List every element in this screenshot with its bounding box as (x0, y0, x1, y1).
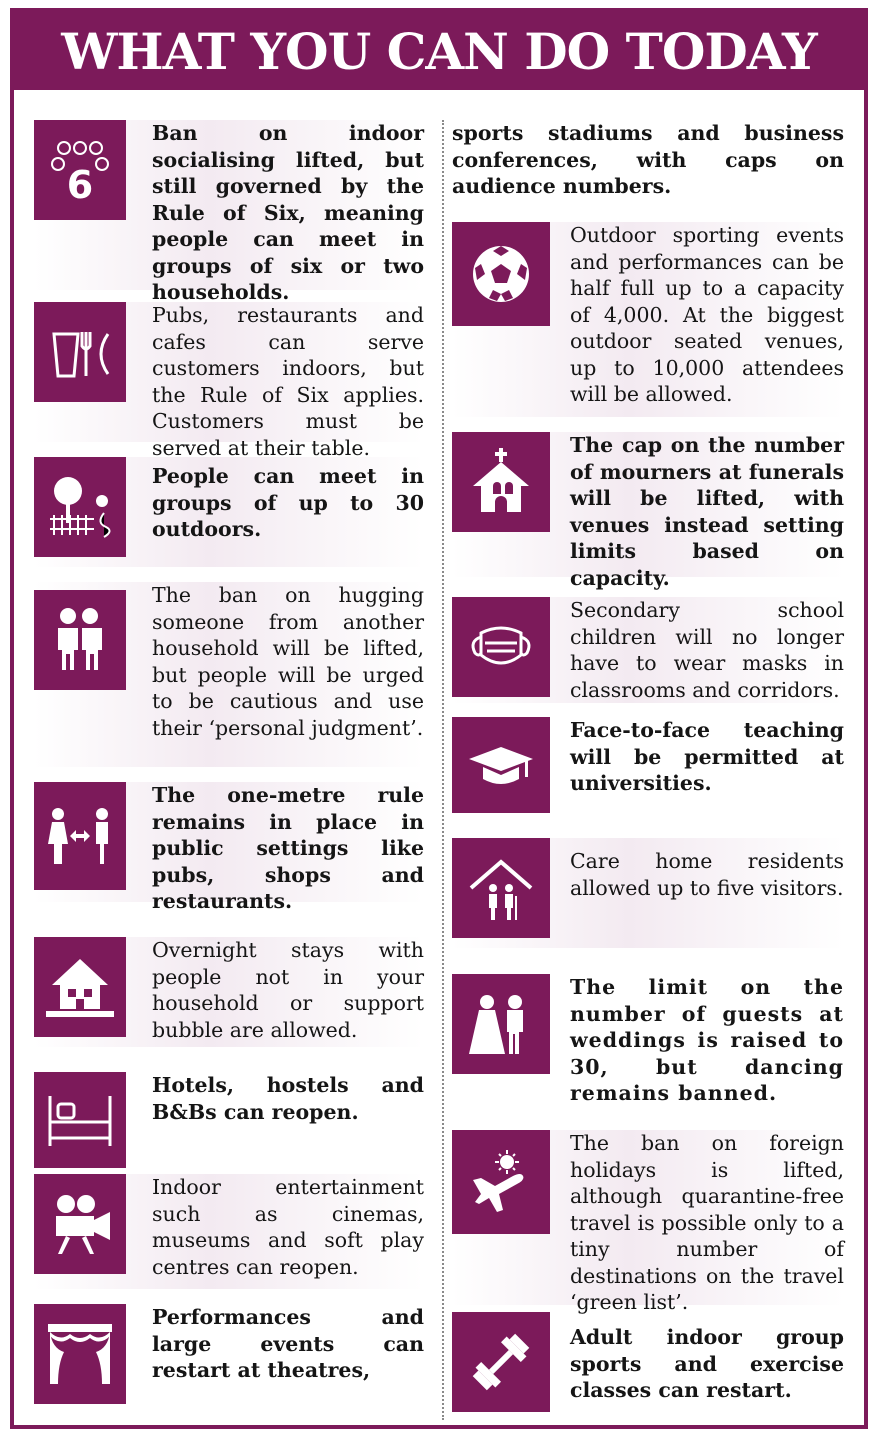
item-one-metre (34, 782, 424, 913)
item-text: The ban on foreign holidays is lifted, although quarantine-free travel is possible only to a tiny number of destinations on the travel ‘green list’. (570, 1131, 844, 1314)
item-text: Care home residents allowed up to five visitors. (570, 849, 844, 900)
item-weddings (452, 974, 844, 1114)
item-pubs (34, 302, 424, 460)
item-sports-stadiums (452, 120, 844, 210)
item-universities (452, 717, 844, 817)
item-text: Hotels, hostels and B&Bs can reopen. (152, 1073, 424, 1124)
item-outdoor-sporting (452, 222, 844, 417)
item-text: The ban on hugging someone from another household will be lifted, but people will be urged to be cautious and use their ‘personal judgment’. (152, 583, 424, 740)
item-text: Adult indoor group sports and exercise classes can restart. (570, 1325, 844, 1402)
svg-text:6: 6 (66, 163, 94, 206)
page-title: WHAT YOU CAN DO TODAY (61, 21, 817, 81)
infographic-frame (10, 8, 868, 1429)
item-hugging (34, 582, 424, 767)
item-text: Indoor entertainment such as cinemas, museums and soft play centres can reopen. (152, 1175, 424, 1279)
item-outdoor-groups (34, 457, 424, 567)
item-text: Outdoor sporting events and performances can be half full up to a capacity of 4,000. At the biggest outdoor seated venues, up to 10,000 attendees will be allowed. (570, 223, 844, 406)
item-text: People can meet in groups of up to 30 outdoors. (152, 464, 424, 541)
item-text: Performances and large events can restart at theatres, (152, 1305, 424, 1382)
item-text: The limit on the number of guests at weddings is raised to 30, but dancing remains banned. (570, 975, 844, 1105)
item-indoor-entertainment (34, 1174, 424, 1289)
item-care-homes (452, 838, 844, 948)
item-hotels (34, 1072, 424, 1168)
item-text: Overnight stays with people not in your household or support bubble are allowed. (152, 938, 424, 1042)
item-funerals (452, 432, 844, 590)
item-text: The cap on the number of mourners at funerals will be lifted, with venues instead setting limits based on capacity. (570, 433, 844, 590)
item-rule-of-six (34, 120, 424, 304)
column-divider (442, 120, 444, 1420)
item-text: Ban on indoor socialising lifted, but still governed by the Rule of Six, meaning people can meet in groups of six or two households. (152, 121, 424, 304)
item-text: Face-to-face teaching will be permitted at universities. (570, 718, 844, 795)
item-foreign-holidays (452, 1130, 844, 1314)
item-overnight-stays (34, 937, 424, 1047)
item-theatres (34, 1304, 424, 1409)
item-text: The one-metre rule remains in place in public settings like pubs, shops and restaurants. (152, 783, 424, 913)
item-text: Pubs, restaurants and cafes can serve customers indoors, but the Rule of Six applies. Customers must be served at their table. (152, 303, 424, 460)
item-masks (452, 597, 844, 703)
item-indoor-sports (452, 1312, 844, 1417)
item-text: sports stadiums and business conferences, with caps on audience numbers. (452, 121, 844, 198)
title-banner (14, 12, 864, 90)
item-text: Secondary school children will no longer have to wear masks in classrooms and corridors. (570, 598, 844, 702)
